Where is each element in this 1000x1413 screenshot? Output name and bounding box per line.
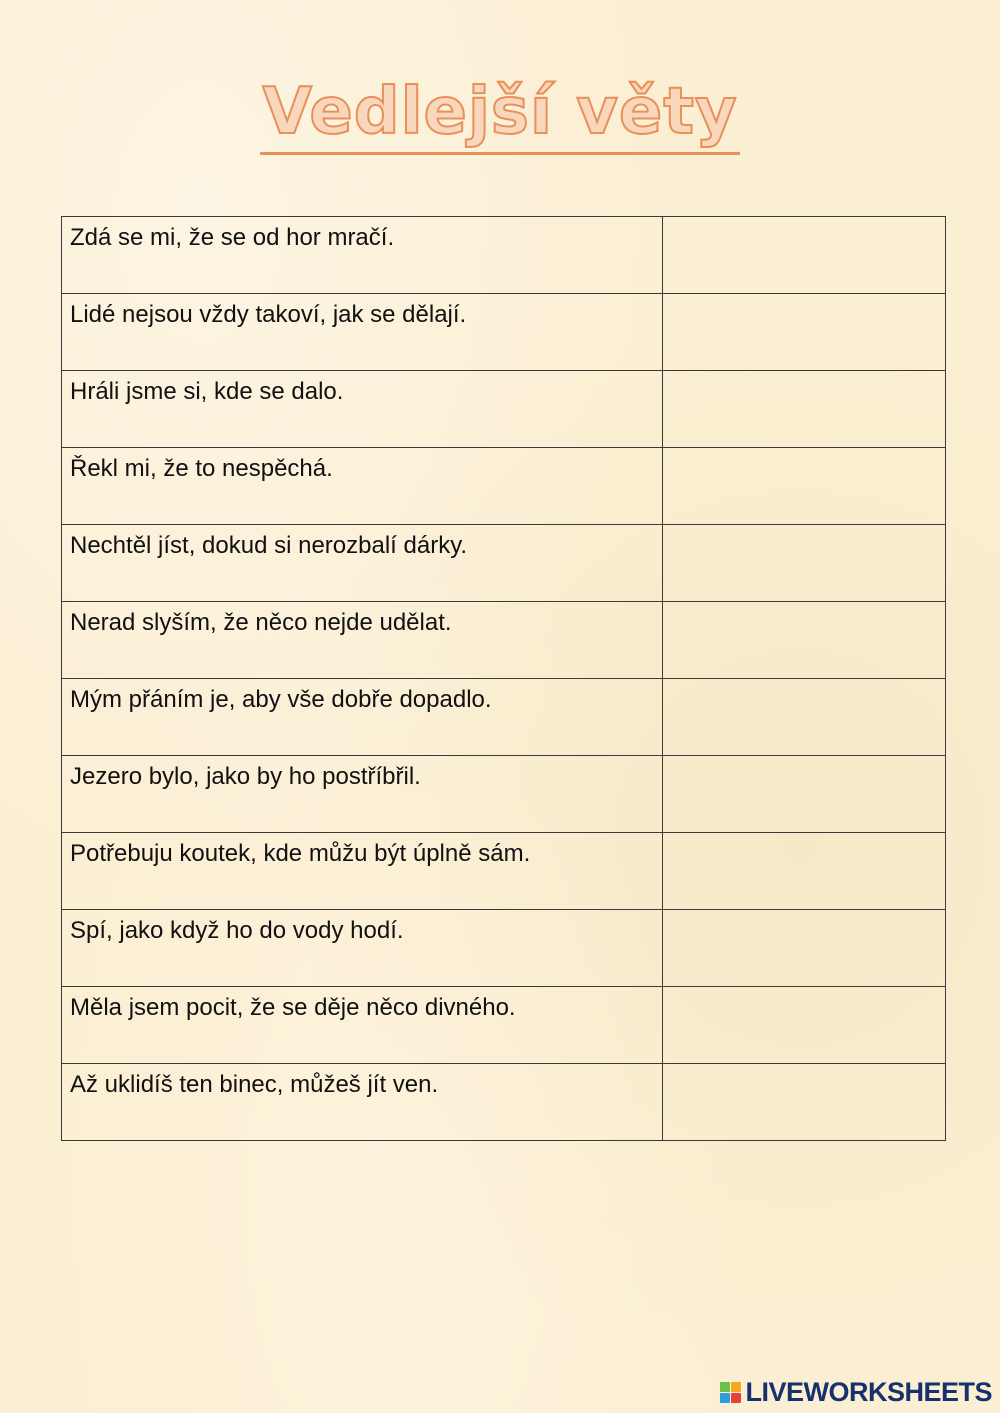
table-row	[62, 1064, 946, 1141]
sentence-cell: Nerad slyším, že něco nejde udělat.	[62, 602, 663, 679]
table-row	[62, 525, 946, 602]
table-row	[62, 756, 946, 833]
sentence-cell: Jezero bylo, jako by ho postříbřil.	[62, 756, 663, 833]
table-row	[62, 602, 946, 679]
sentence-cell: Řekl mi, že to nespěchá.	[62, 448, 663, 525]
answer-cell[interactable]	[663, 833, 946, 910]
sentence-cell: Lidé nejsou vždy takoví, jak se dělají.	[62, 294, 663, 371]
answer-cell[interactable]	[663, 756, 946, 833]
table-row	[62, 833, 946, 910]
sentence-cell: Hráli jsme si, kde se dalo.	[62, 371, 663, 448]
logo-text: LIVEWORKSHEETS	[745, 1376, 992, 1407]
worksheet-title	[0, 70, 1000, 155]
logo-block	[731, 1393, 741, 1403]
sentences-table	[61, 216, 946, 1141]
sentence-cell: Nechtěl jíst, dokud si nerozbalí dárky.	[62, 525, 663, 602]
sentence-cell: Spí, jako když ho do vody hodí.	[62, 910, 663, 987]
liveworksheets-logo	[720, 1377, 992, 1407]
answer-cell[interactable]	[663, 448, 946, 525]
table-row	[62, 910, 946, 987]
logo-block	[720, 1393, 730, 1403]
answer-cell[interactable]	[663, 910, 946, 987]
answer-cell[interactable]	[663, 294, 946, 371]
logo-block	[731, 1382, 741, 1392]
table-row	[62, 371, 946, 448]
sentence-cell: Až uklidíš ten binec, můžeš jít ven.	[62, 1064, 663, 1141]
answer-cell[interactable]	[663, 679, 946, 756]
sentence-cell: Měla jsem pocit, že se děje něco divného.	[62, 987, 663, 1064]
sentence-cell: Potřebuju koutek, kde můžu být úplně sám.	[62, 833, 663, 910]
sentence-cell: Zdá se mi, že se od hor mračí.	[62, 217, 663, 294]
logo-block	[720, 1382, 730, 1392]
answer-cell[interactable]	[663, 602, 946, 679]
table-row	[62, 987, 946, 1064]
table-row	[62, 448, 946, 525]
table-row	[62, 294, 946, 371]
answer-cell[interactable]	[663, 371, 946, 448]
worksheet-title-text: Vedlejší věty	[260, 72, 739, 155]
logo-blocks-icon	[720, 1382, 741, 1403]
sentence-cell: Mým přáním je, aby vše dobře dopadlo.	[62, 679, 663, 756]
answer-cell[interactable]	[663, 525, 946, 602]
answer-cell[interactable]	[663, 987, 946, 1064]
answer-cell[interactable]	[663, 217, 946, 294]
table-row	[62, 679, 946, 756]
answer-cell[interactable]	[663, 1064, 946, 1141]
table-row	[62, 217, 946, 294]
